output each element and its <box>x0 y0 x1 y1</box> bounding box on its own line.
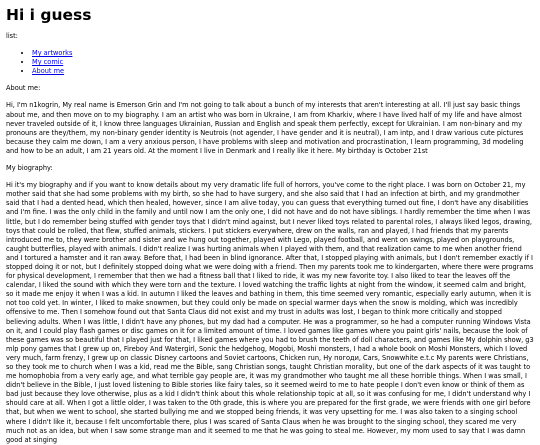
page-title: Hi i guess <box>6 6 92 24</box>
biography-heading: My biography: <box>6 164 53 173</box>
list-item <box>32 49 534 58</box>
my-comic-link[interactable]: My comic <box>32 58 64 67</box>
about-me-heading: About me: <box>6 84 41 93</box>
biography-text: Hi it's my biography and if you want to know details about my very dramatic life full of horrors, you've come to the right place. I was born on October 21, my mother said that she had some problems with my birth, so she had to have surgery, and she also said that I had an infection at birth, and my grandmother said that I had a dented head, which then healed, however, since I am alive today, you can guess that everything turned out fine, I don't have any disabilities and I'm fine. I was the only child in the family and until now I am the only one, I did not have and do not have siblings. I hardly remember the time when I was little, but I do remember being stuffed with gender toys that I didn't mind against, but I never liked toys related to parental roles, I always liked legos, drawing, toys that could be rolled, that flew, stuffed animals, stickers. I put stickers everywhere, drew on the walls, ran and played, I had friends that my parents introduced me to, they were brother and sister and we hung out together, played with Lego, played football, and went on swings, played on playgrounds, caught butterflies, played with animals. I didn't realize I was hurting animals when I played with them, and that realization came to me when another friend and I tortured a hamster and it ran away. Before that, I had been in blind ignorance. After that, I stopped playing with animals, but I don't remember exactly if I stopped doing it or not, but I definitely stopped doing what we were doing with a friend. Then my parents took me to kindergarten, where there were programs for physical development, I remember that then we had a fitness ball that I liked to ride, it was my new favorite toy. I also liked to tear the leaves off the calendar, I liked the sound with which they were torn and the texture. I loved watching the traffic lights at night from the window, it seemed calm and bright, so it made me enjoy it when I was a kid. In autumn I liked the leaves and bathing in them, this time seemed very romantic, especially early autumn, when it is not too cold yet. In winter, I liked to make snowmen, but they could only be made on special warmer days when the snow is molding, which was incredibly offensive to me. Then I somehow found out that Santa Claus did not exist and my trust in adults was lost, I began to think more critically and stopped believing adults. When I was little, I didn't have any phones, but my dad had a computer. He was a programmer, so he had a computer running Windows Vista on it, and I could play flash games or disc games on it for a limited amount of time. I loved games like games where you paint girls' nails, because the look of these games was so beautiful that I played just for that, I liked games where you had to brush the teeth of doll characters, and games like My dolphin show, g3 mlp pony games that I grew up on, Fireboy And Watergirl, Sonic the hedgehog, Mogobi, Moshi monsters, I had a whole book on Moshi Monsters, which I loved very much, farm frenzy, I grew up on classic Disney cartoons and Soviet cartoons, Chicken run, Ну погоди, Cars, Snowwhite e.t.c My parents were Christians, so they took me to church when I was a kid, read me the Bible, sang Christian songs, taught Christian morality, but one of the dark aspects of it was taught to me homophobia from a very early age, and what terrible gay people are, it was my grandmother who taught me all these horrible things. When I was small, I didn't believe in the Bible, I just loved listening to Bible stories like fairy tales, so it seemed weird to me to hate people I don't even know or think of them as bad just because they love otherwise, plus as a kid I didn't think about this whole relationship topic at all, so it was confusing for me, I didn't understand why I should care at all. When I got a little older, I was taken to the 0th grade, this is where you are prepared for the first grade, we were friends with one girl before that, but when we went to school, she started bullying me and we stopped being friends, it was very upsetting for me. I was also taken to a singing school where I didn't like it, because I felt uncomfortable there, plus I was scared of Santa Claus when he was brought to the singing school, they scared me very much not as an idea, but when I saw some strange man and it seemed to me that he was going to steal me. However, my mom used to say that I was damn good at singing <box>6 181 534 444</box>
list-item <box>32 58 534 67</box>
about-me-text: Hi, I'm n1kogrin, My real name is Emerson Grin and I'm not going to talk about a bunch of my interests that aren't interesting at all. I'll just say basic things about me, and then move on to my biography. I am an artist who was born in Ukraine, I am from Kharkiv, where I have lived half of my life and have almost never traveled outside of it, I know three languages Ukrainian, Russian and English and speak them perfectly, except for Ukrainian. I am non-binary and my pronouns are they/them, my non-binary gender identity is Neutrois (not agender, I have gender and it is neutral), I am intp, and I draw various cute pictures because they calm me down, I am a very anxious person, I have problems with sleep and motivation and procrastination, I learn programming, 3d modeling and how to be an adult, I am 21 years old. At the moment I live in Denmark and I really like it here. My birthday is October 21st <box>6 101 524 155</box>
about-me-link[interactable]: About me <box>32 67 65 76</box>
link-list <box>6 49 534 76</box>
list-item <box>32 67 534 76</box>
list-label: list: <box>6 32 18 40</box>
my-artworks-link[interactable]: My artworks <box>32 49 73 58</box>
